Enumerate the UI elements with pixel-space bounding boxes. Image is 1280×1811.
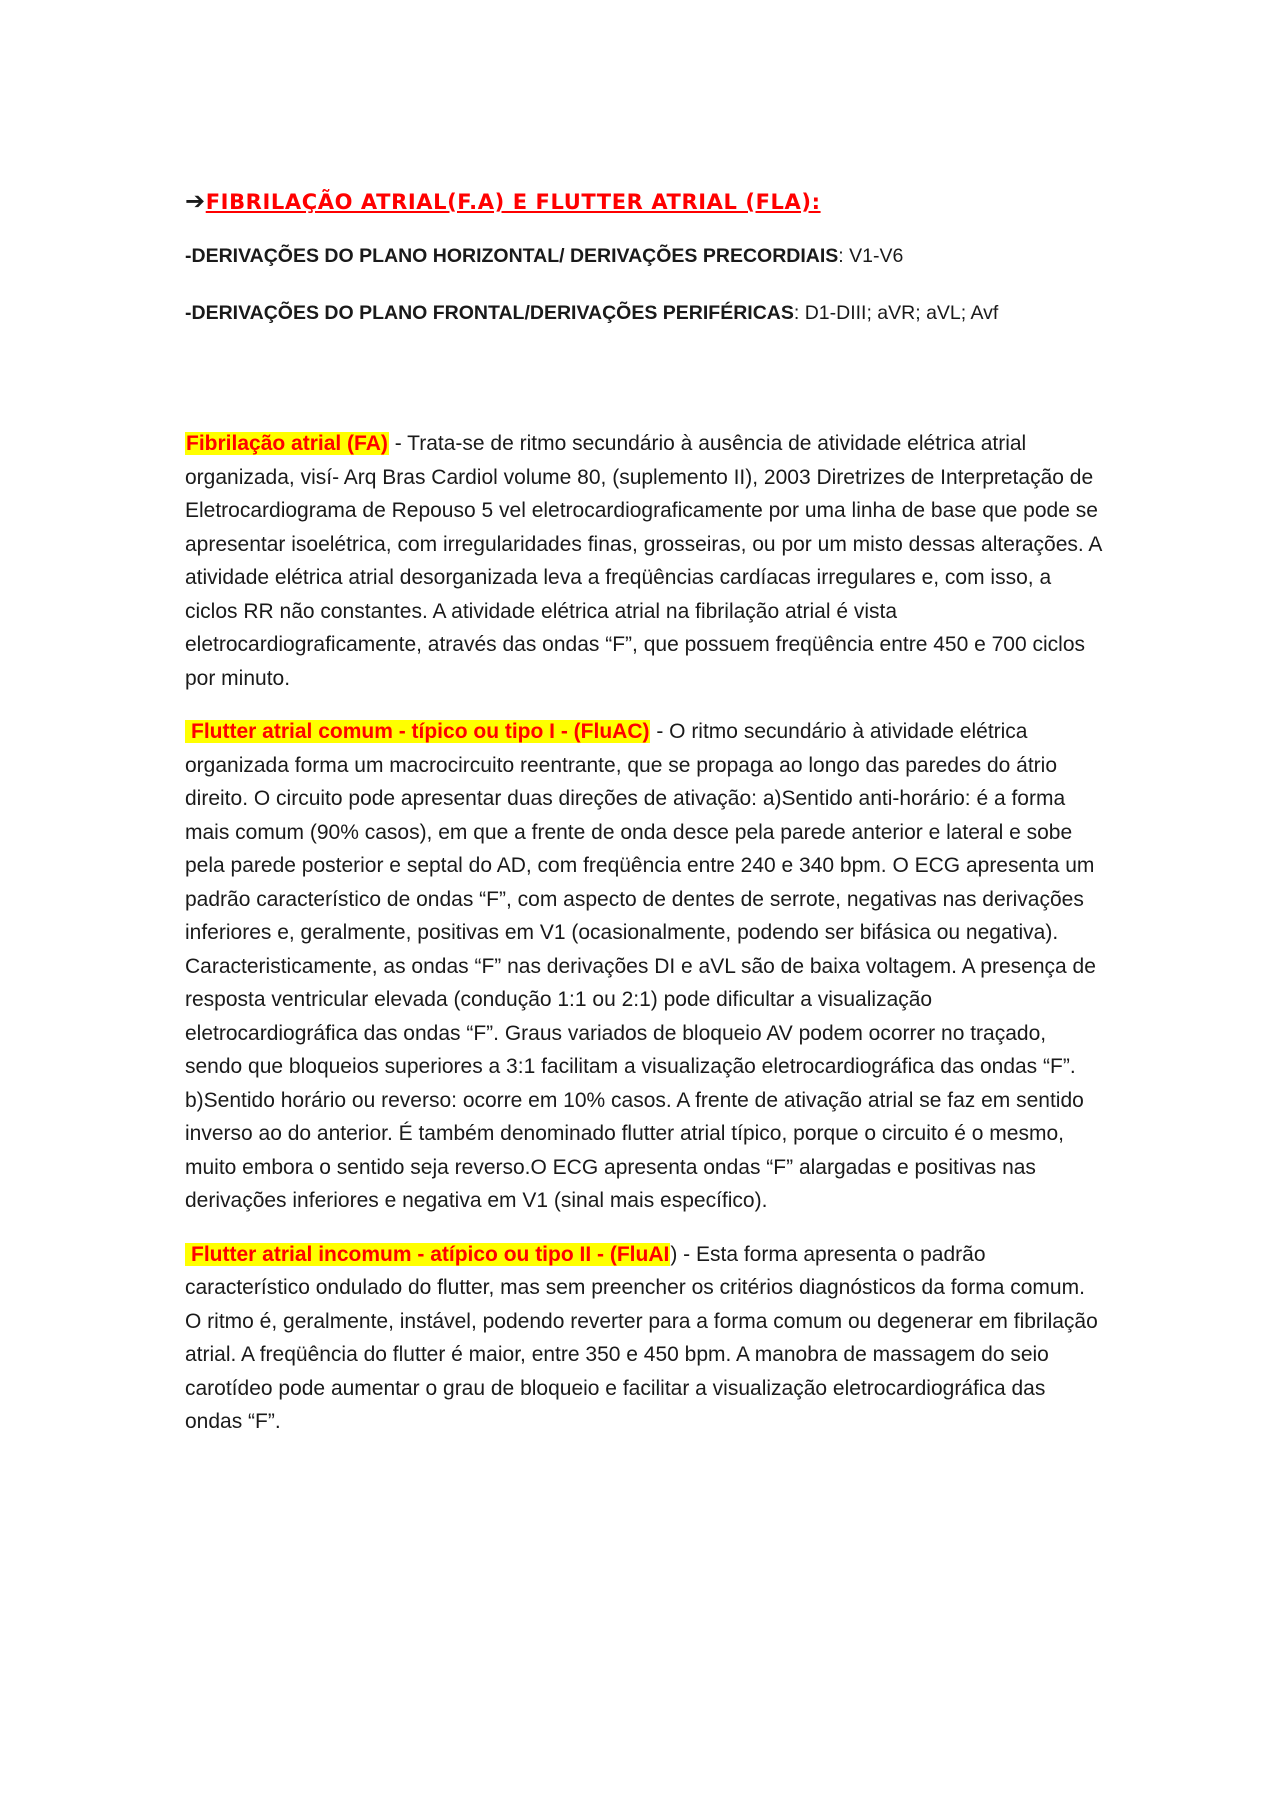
frontal-leads-line (185, 298, 1105, 328)
lead-value: : D1-DIII; aVR; aVL; Avf (793, 302, 999, 324)
paragraph-text: - O ritmo secundário à atividade elétrica organizada forma um macrocircuito reentrante, que se propaga ao longo das paredes do átrio direito. O circuito pode apresentar duas direções de ativação: a)Sentido anti-horário: é a forma mais comum (90% casos), em que a frente de onda desce pela parede anterior e lateral e sobe pela parede posterior e septal do AD, com freqüência entre 240 e 340 bpm. O ECG apresenta um padrão característico de ondas “F”, com aspecto de dentes de serrote, negativas nas derivações inferiores e, geralmente, positivas em V1 (ocasionalmente, podendo ser bifásica ou negativa). Caracteristicamente, as ondas “F” nas derivações DI e aVL são de baixa voltagem. A presença de resposta ventricular elevada (condução 1:1 ou 2:1) pode dificultar a visualização eletrocardiográfica das ondas “F”. Graus variados de bloqueio AV podem ocorrer no traçado, sendo que bloqueios superiores a 3:1 facilitam a visualização eletrocardiográfica das ondas “F”. b)Sentido horário ou reverso: ocorre em 10% casos. A frente de ativação atrial se faz em sentido inverso ao do anterior. É também denominado flutter atrial típico, porque o circuito é o mesmo, muito embora o sentido seja reverso.O ECG apresenta ondas “F” alargadas e positivas nas derivações inferiores e negativa em V1 (sinal mais específico). (185, 720, 1096, 1212)
paragraph-text: ) - Esta forma apresenta o padrão característico ondulado do flutter, mas sem preencher os critérios diagnósticos da forma comum. O ritmo é, geralmente, instável, podendo reverter para a forma comum ou degenerar em fibrilação atrial. A freqüência do flutter é maior, entre 350 e 450 bpm. A manobra de massagem do seio carotídeo pode aumentar o grau de bloqueio e facilitar a visualização eletrocardiográfica das ondas “F”. (185, 1242, 1098, 1433)
highlighted-term: Flutter atrial comum - típico ou tipo I - (FluAC) (185, 720, 650, 743)
paragraph-fibrilacao (185, 427, 1105, 695)
highlighted-term: Flutter atrial incomum - atípico ou tipo II - (FluAI (185, 1243, 670, 1266)
spacer (185, 355, 1105, 427)
arrow-right-icon: ➔ (185, 187, 206, 215)
document-page (185, 186, 1105, 1459)
lead-label: -DERIVAÇÕES DO PLANO FRONTAL/DERIVAÇÕES PERIFÉRICAS (185, 302, 794, 324)
lead-value: : V1-V6 (838, 245, 904, 267)
paragraph-text: - Trata-se de ritmo secundário à ausência de atividade elétrica atrial organizada, visí- Arq Bras Cardiol volume 80, (suplemento II), 2003 Diretrizes de Interpretação de Eletrocardiograma de Repouso 5 vel eletrocardiograficamente por uma linha de base que pode se apresentar isoelétrica, com irregularidades finas, grosseiras, ou por um misto dessas alterações. A atividade elétrica atrial desorganizada leva a freqüências cardíacas irregulares e, com isso, a ciclos RR não constantes. A atividade elétrica atrial na fibrilação atrial é vista eletrocardiograficamente, através das ondas “F”, que possuem freqüência entre 450 e 700 ciclos por minuto. (185, 432, 1102, 690)
paragraph-flutter-incomum (185, 1238, 1105, 1439)
title-text: FIBRILAÇÃO ATRIAL(F.A) E FLUTTER ATRIAL (FLA): (205, 190, 821, 214)
highlighted-term: Fibrilação atrial (FA) (186, 432, 388, 455)
lead-label: -DERIVAÇÕES DO PLANO HORIZONTAL/ DERIVAÇÕES PRECORDIAIS (185, 245, 839, 267)
paragraph-flutter-comum (185, 715, 1105, 1218)
horizontal-leads-line (185, 241, 1105, 271)
document-title (185, 186, 1105, 217)
